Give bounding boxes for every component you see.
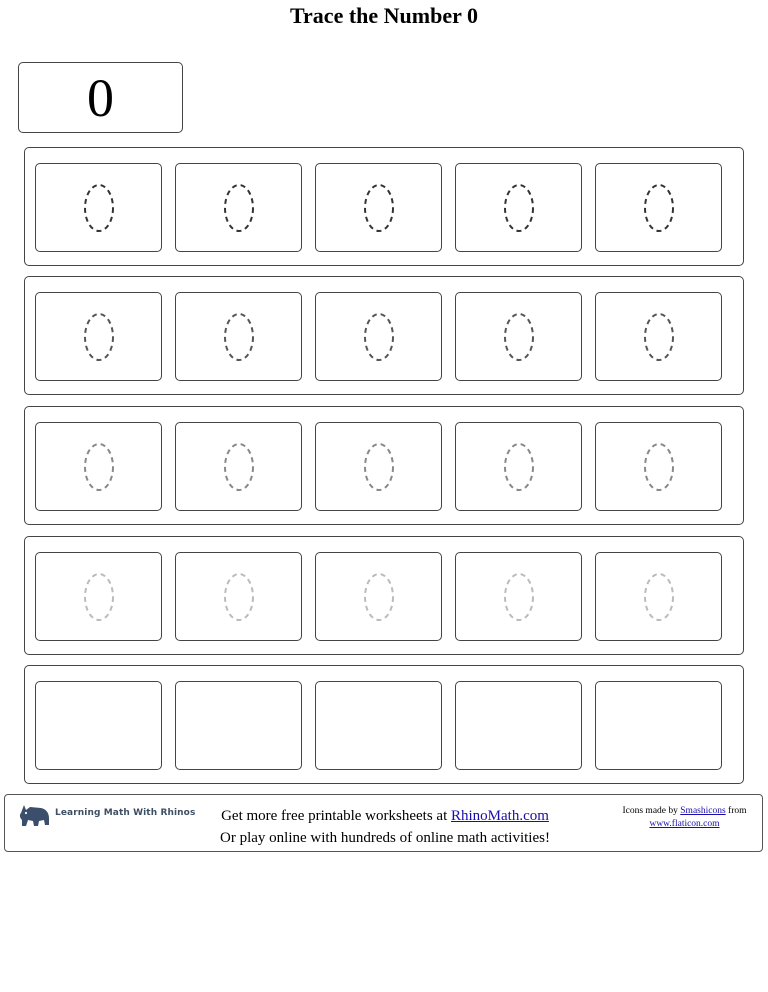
blank-practice-cell[interactable] [175, 681, 302, 770]
promo-line-1 [145, 805, 625, 827]
credit-prefix: Icons made by [622, 806, 681, 816]
dashed-digit-0 [85, 314, 113, 360]
trace-cell[interactable] [595, 422, 722, 511]
trace-cell[interactable] [315, 292, 442, 381]
smashicons-link[interactable]: Smashicons [680, 806, 726, 816]
dashed-digit-0 [85, 444, 113, 490]
dashed-zero-guide [79, 180, 119, 236]
promo-text [145, 805, 625, 849]
dashed-zero-guide [359, 439, 399, 495]
tracing-row [24, 147, 744, 266]
blank-practice-cell[interactable] [455, 681, 582, 770]
dashed-zero-guide [499, 309, 539, 365]
dashed-zero-guide [499, 439, 539, 495]
dashed-zero-guide [79, 309, 119, 365]
dashed-digit-0 [225, 444, 253, 490]
tracing-row [24, 406, 744, 525]
dashed-zero-guide [359, 309, 399, 365]
trace-cell[interactable] [175, 552, 302, 641]
dashed-zero-guide [359, 569, 399, 625]
trace-cell[interactable] [35, 552, 162, 641]
dashed-digit-0 [225, 185, 253, 231]
trace-cell[interactable] [595, 163, 722, 252]
dashed-digit-0 [85, 574, 113, 620]
promo-prefix: Get more free printable worksheets at [221, 808, 451, 824]
trace-cell[interactable] [175, 422, 302, 511]
trace-cell[interactable] [175, 163, 302, 252]
dashed-digit-0 [505, 444, 533, 490]
dashed-zero-guide [499, 569, 539, 625]
dashed-digit-0 [645, 314, 673, 360]
tracing-row [24, 665, 744, 784]
trace-cell[interactable] [315, 163, 442, 252]
model-digit-box [18, 62, 183, 133]
model-digit: 0 [87, 67, 114, 128]
trace-cell[interactable] [455, 422, 582, 511]
dashed-digit-0 [225, 314, 253, 360]
dashed-digit-0 [365, 574, 393, 620]
credit-middle: from [725, 806, 747, 816]
dashed-zero-guide [359, 180, 399, 236]
blank-practice-cell[interactable] [35, 681, 162, 770]
trace-cell[interactable] [35, 292, 162, 381]
dashed-digit-0 [505, 574, 533, 620]
trace-cell[interactable] [455, 163, 582, 252]
dashed-zero-guide [219, 180, 259, 236]
dashed-zero-guide [499, 180, 539, 236]
dashed-digit-0 [645, 444, 673, 490]
dashed-zero-guide [79, 439, 119, 495]
dashed-zero-guide [79, 569, 119, 625]
dashed-zero-guide [639, 180, 679, 236]
trace-cell[interactable] [35, 422, 162, 511]
dashed-digit-0 [365, 185, 393, 231]
trace-cell[interactable] [455, 552, 582, 641]
dashed-digit-0 [505, 185, 533, 231]
footer [4, 794, 763, 852]
dashed-zero-guide [639, 439, 679, 495]
logo-text: Learning Math With Rhinos [55, 807, 196, 818]
trace-cell[interactable] [455, 292, 582, 381]
trace-cell[interactable] [175, 292, 302, 381]
flaticon-link[interactable]: www.flaticon.com [649, 819, 720, 829]
tracing-row [24, 536, 744, 655]
dashed-zero-guide [219, 569, 259, 625]
trace-cell[interactable] [315, 422, 442, 511]
trace-cell[interactable] [35, 163, 162, 252]
dashed-digit-0 [505, 314, 533, 360]
trace-cell[interactable] [595, 292, 722, 381]
dashed-digit-0 [645, 185, 673, 231]
dashed-zero-guide [219, 309, 259, 365]
dashed-digit-0 [365, 314, 393, 360]
dashed-digit-0 [645, 574, 673, 620]
tracing-row [24, 276, 744, 395]
blank-practice-cell[interactable] [595, 681, 722, 770]
dashed-zero-guide [639, 309, 679, 365]
dashed-zero-guide [219, 439, 259, 495]
page-title: Trace the Number 0 [290, 3, 478, 28]
dashed-digit-0 [85, 185, 113, 231]
dashed-digit-0 [225, 574, 253, 620]
blank-practice-cell[interactable] [315, 681, 442, 770]
icon-credits [617, 805, 752, 831]
dashed-zero-guide [639, 569, 679, 625]
trace-cell[interactable] [315, 552, 442, 641]
rhino-icon [17, 799, 51, 836]
dashed-digit-0 [365, 444, 393, 490]
trace-cell[interactable] [595, 552, 722, 641]
promo-line-2: Or play online with hundreds of online math activities! [220, 830, 550, 846]
rhinomath-link[interactable]: RhinoMath.com [451, 808, 549, 824]
